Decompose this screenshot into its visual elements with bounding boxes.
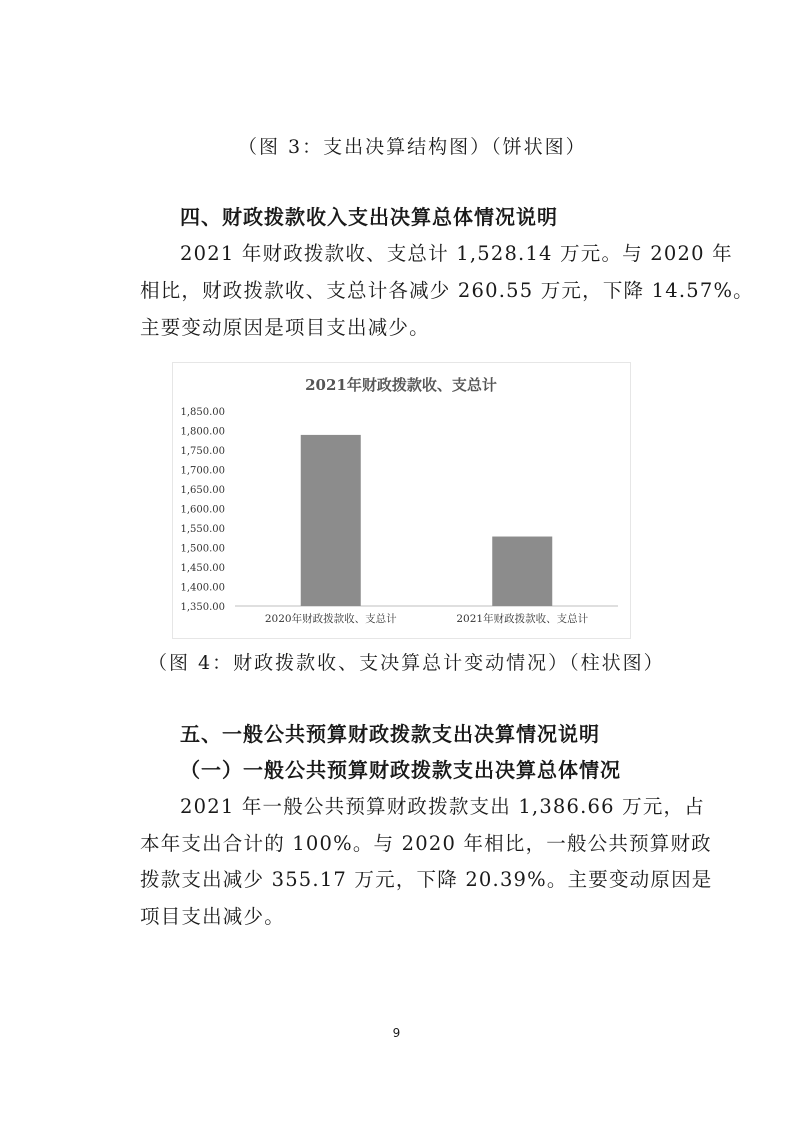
y-tick-label: 1,700.00	[180, 465, 225, 477]
section-5-line-2: 本年支出合计的 100%。与 2020 年相比，一般公共预算财政	[140, 832, 712, 855]
y-tick-label: 1,400.00	[180, 582, 225, 594]
figure-3-caption: （图 3：支出决算结构图）（饼状图）	[238, 136, 587, 158]
y-tick-label: 1,550.00	[180, 524, 225, 535]
y-tick-label: 1,650.00	[180, 485, 225, 496]
bar-chart	[172, 362, 631, 639]
page-number: 9	[392, 1026, 401, 1040]
chart-title: 2021年财政拨款收、支总计	[305, 376, 497, 394]
y-tick-label: 1,450.00	[180, 563, 225, 574]
x-tick-label: 2020年财政拨款收、支总计	[264, 613, 397, 625]
y-tick-label: 1,850.00	[180, 407, 225, 418]
section-5-line-3: 拨款支出减少 355.17 万元，下降 20.39%。主要变动原因是	[140, 868, 713, 891]
y-tick-label: 1,350.00	[180, 602, 225, 613]
bar-2	[492, 537, 552, 606]
section-5-subheading: （一）一般公共预算财政拨款支出决算总体情况	[180, 758, 621, 782]
figure-4-caption: （图 4：财政拨款收、支决算总计变动情况）（柱状图）	[148, 652, 665, 674]
section-5-heading: 五、一般公共预算财政拨款支出决算情况说明	[180, 722, 600, 746]
section-4-line-2: 相比，财政拨款收、支总计各减少 260.55 万元，下降 14.57%。	[140, 279, 754, 302]
bar-1	[301, 435, 361, 606]
y-tick-label: 1,750.00	[180, 446, 225, 457]
y-tick-label: 1,600.00	[180, 504, 225, 516]
section-5-line-4: 项目支出减少。	[140, 905, 285, 928]
x-tick-label: 2021年财政拨款收、支总计	[456, 613, 589, 625]
y-tick-label: 1,500.00	[180, 543, 225, 555]
y-tick-label: 1,800.00	[180, 426, 225, 438]
section-4-line-3: 主要变动原因是项目支出减少。	[140, 316, 430, 339]
section-5-line-1: 2021 年一般公共预算财政拨款支出 1,386.66 万元，占	[180, 795, 705, 818]
section-4-heading: 四、财政拨款收入支出决算总体情况说明	[180, 205, 558, 229]
section-4-line-1: 2021 年财政拨款收、支总计 1,528.14 万元。与 2020 年	[180, 242, 733, 265]
